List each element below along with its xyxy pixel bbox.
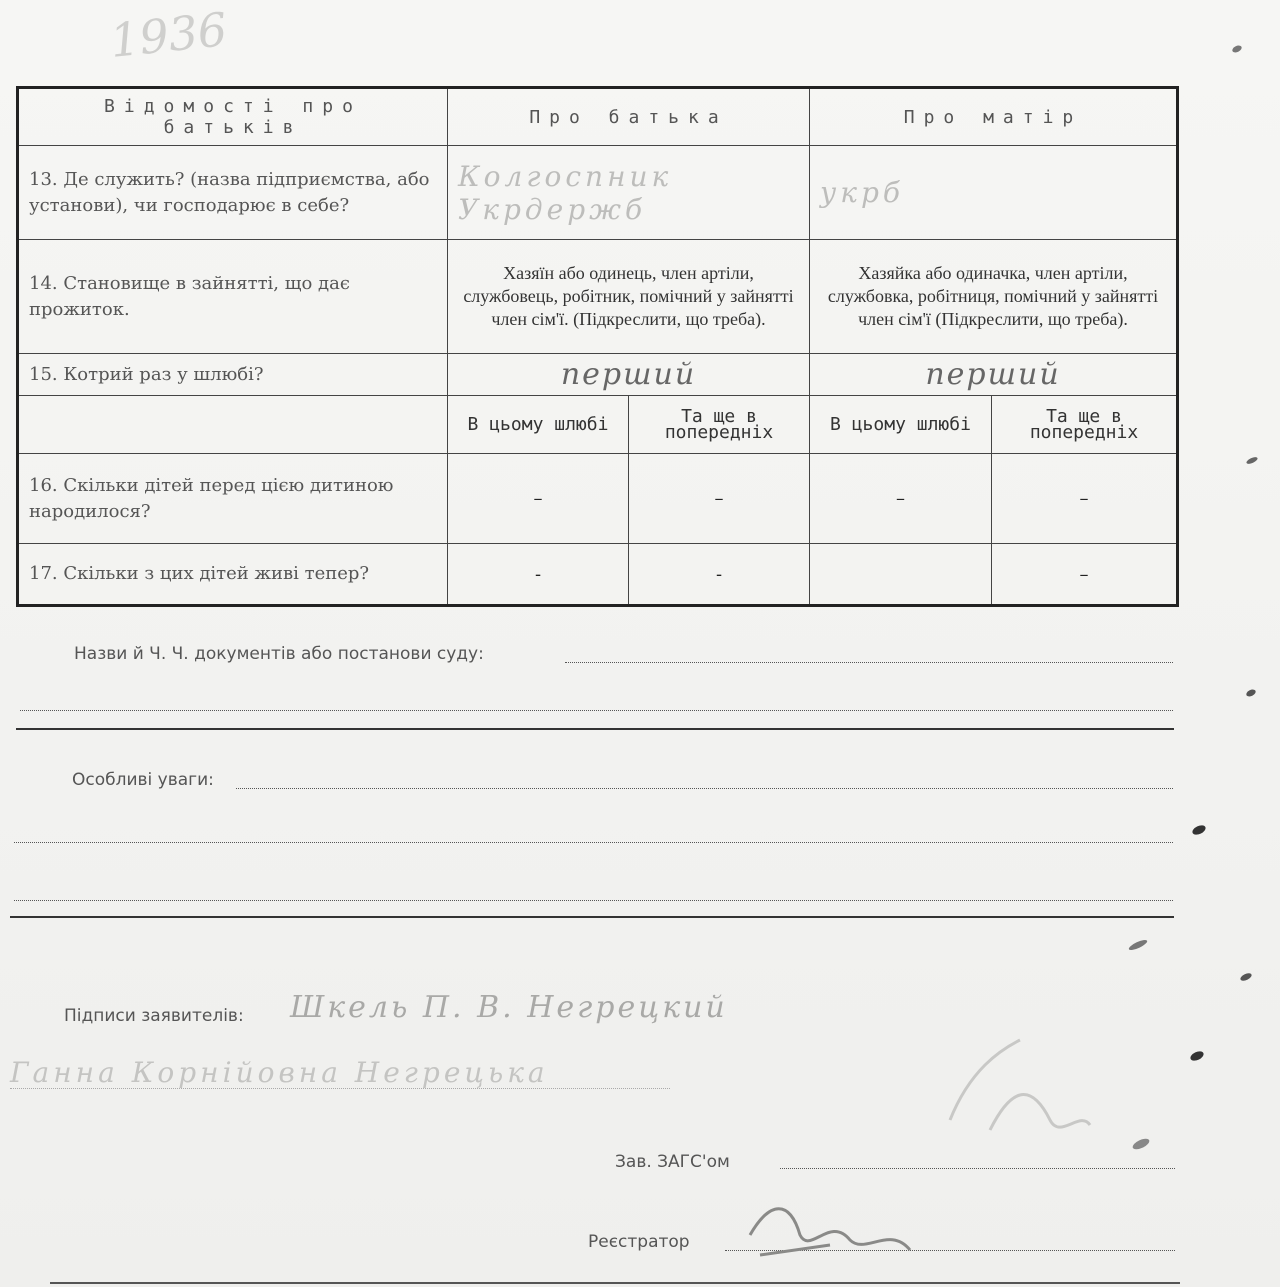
applicant-signature-1: Шкель П. В. Негрецкий (290, 990, 728, 1025)
subheader-mother-this-marriage: В цьому шлюбі (810, 396, 992, 454)
q16-mother-previous: – (992, 454, 1178, 544)
q17-father-this: - (448, 544, 629, 606)
subheader-mother-previous: Та ще в попередніх (992, 396, 1178, 454)
q16-father-this: – (448, 454, 629, 544)
documents-line-1 (565, 662, 1173, 663)
q15-mother-answer (810, 354, 1178, 396)
row-q16 (18, 454, 1178, 544)
subheader-father-previous: Та ще в попередніх (629, 396, 810, 454)
row-q14 (18, 240, 1178, 354)
q17-mother-previous: – (992, 544, 1178, 606)
notes-line-2 (14, 842, 1173, 843)
q15-father-handwriting: перший (560, 357, 697, 392)
q15-father-answer (448, 354, 810, 396)
q13-mother-answer (810, 146, 1178, 240)
registrar-label: Реєстратор (588, 1232, 690, 1252)
documents-label: Назви й Ч. Ч. документів або постанови суду: (74, 644, 484, 664)
notes-line-1 (236, 788, 1173, 789)
corner-note: 1936 (107, 2, 230, 68)
subheader-father-this-marriage: В цьому шлюбі (448, 396, 629, 454)
q14-label: 14. Становище в зайнятті, що дає прожиток. (18, 240, 448, 354)
q15-label: 15. Котрий раз у шлюбі? (18, 354, 448, 396)
section-divider-1 (16, 728, 1174, 730)
notes-label: Особливі уваги: (72, 770, 214, 790)
zags-head-line (780, 1168, 1175, 1169)
row-subheaders (18, 396, 1178, 454)
registrar-signature-mark (740, 1195, 920, 1275)
signature-line (10, 1088, 670, 1089)
row-q15 (18, 354, 1178, 396)
faint-signature-mark (930, 1030, 1100, 1160)
q13-father-handwriting: Колгоспник Укрдержб (458, 159, 673, 226)
documents-line-2 (20, 710, 1173, 711)
q15-mother-handwriting: перший (925, 357, 1061, 392)
q17-label: 17. Скільки з цих дітей живі тепер? (18, 544, 448, 606)
row-q13 (18, 146, 1178, 240)
subheader-empty (18, 396, 448, 454)
table-header-row (18, 88, 1178, 146)
q14-father-options: Хазяїн або одинець, член артіли, службовець, робітник, помічний у зайнятті член сім'ї. (Підкреслити, що треба). (448, 240, 810, 354)
row-q17 (18, 544, 1178, 606)
q13-father-answer (448, 146, 810, 240)
header-about-father: Про батька (448, 88, 810, 146)
header-about-mother: Про матір (810, 88, 1178, 146)
q16-label: 16. Скільки дітей перед цією дитиною народилося? (18, 454, 448, 544)
parents-info-table (16, 86, 1179, 607)
q14-mother-options: Хазяйка або одиначка, член артіли, службовка, робітниця, помічний у зайнятті член сім'ї (Підкреслити, що треба). (810, 240, 1178, 354)
bottom-edge-line (50, 1282, 1180, 1284)
q17-father-previous: - (629, 544, 810, 606)
applicant-signature-2: Ганна Корнійовна Негрецька (10, 1056, 549, 1089)
q13-mother-handwriting: укрб (820, 176, 904, 209)
q16-mother-this: – (810, 454, 992, 544)
header-parents-info: Відомості про батьків (18, 88, 448, 146)
q16-father-previous: – (629, 454, 810, 544)
signatures-label: Підписи заявителів: (64, 1006, 244, 1026)
section-divider-2 (10, 916, 1174, 918)
zags-head-label: Зав. ЗАГС'ом (615, 1152, 730, 1172)
notes-line-3 (14, 900, 1173, 901)
q13-label: 13. Де служить? (назва підприємства, або установи), чи господарює в себе? (18, 146, 448, 240)
q17-mother-this (810, 544, 992, 606)
